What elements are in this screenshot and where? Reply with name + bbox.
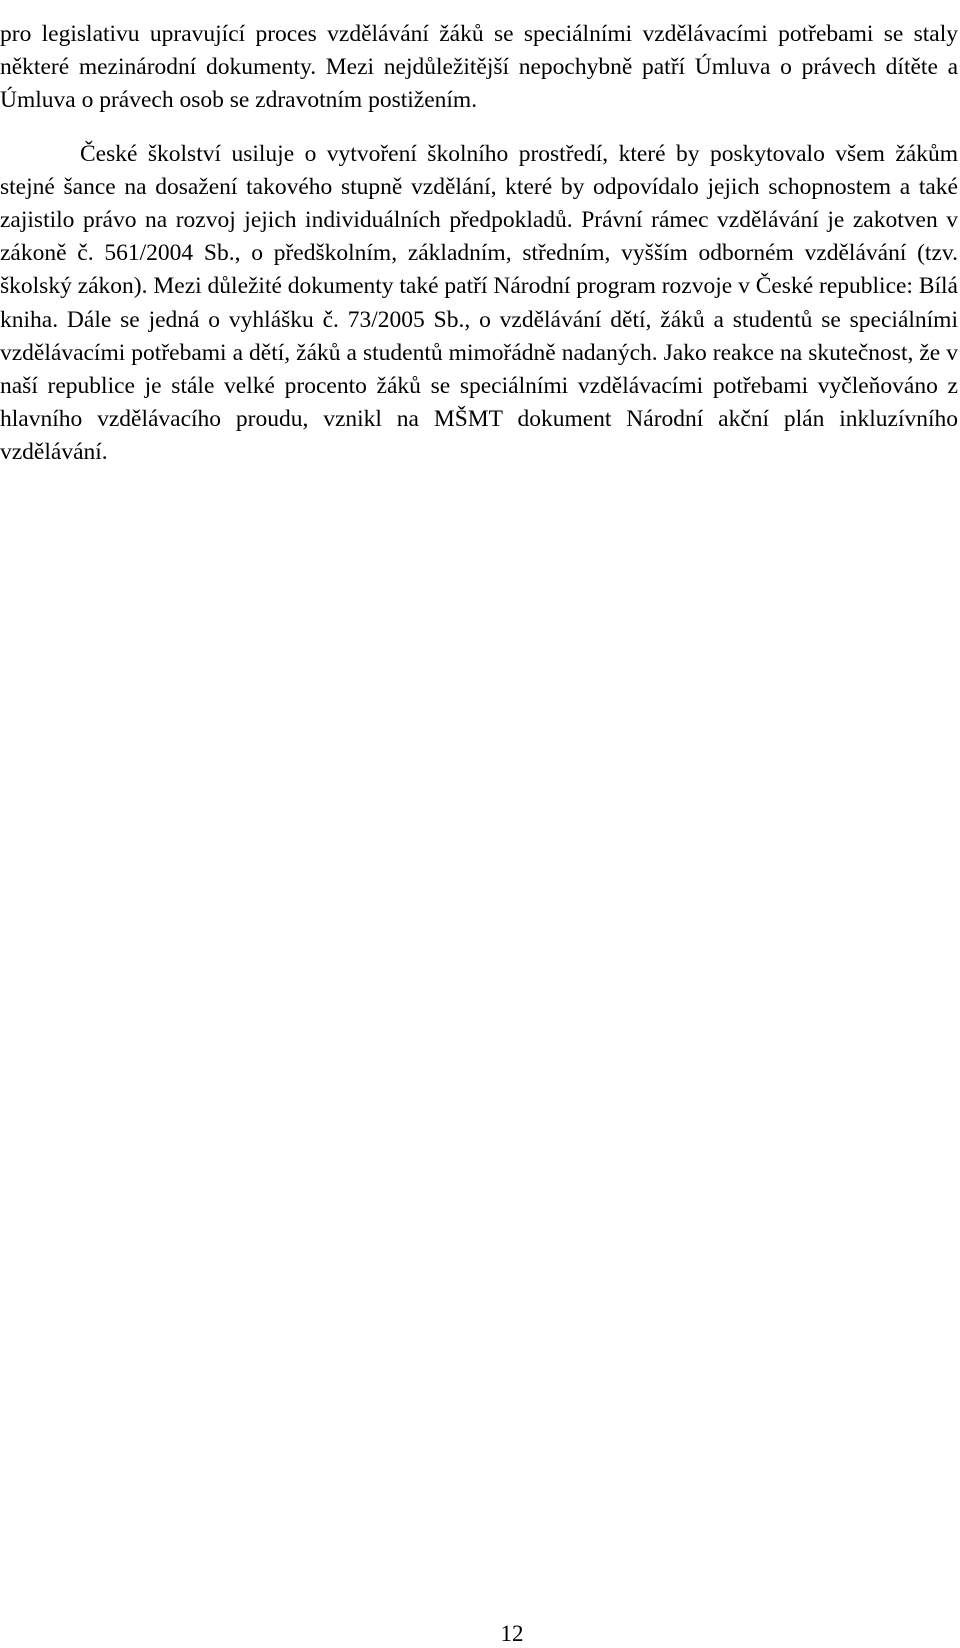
paragraph-czech-education: České školství usiluje o vytvoření školního prostředí, které by poskytovalo všem žákům stejné šance na dosažení takového stupně vzdělání, které by odpovídalo jejich schopnostem a také zajistilo právo na rozvoj jejich individuálních předpokladů. Právní rámec vzdělávání je zakotven v zákoně č. 561/2004 Sb., o předškolním, základním, středním, vyšším odborném vzdělávání (tzv. školský zákon). Mezi důležité dokumenty také patří Národní program rozvoje v České republice: Bílá kniha. Dále se jedná o vyhlášku č. 73/2005 Sb., o vzdělávání dětí, žáků a studentů se speciálními vzdělávacími potřebami a dětí, žáků a studentů mimořádně nadaných. Jako reakce na skutečnost, že v naší republice je stále velké procento žáků se speciálními vzdělávacími potřebami vyčleňováno z hlavního vzdělávacího proudu, vznikl na MŠMT dokument Národní akční plán inkluzívního vzdělávání. xyxy=(0,140,958,466)
paragraph-intro: pro legislativu upravující proces vzdělávání žáků se speciálními vzdělávacími potřebami se staly některé mezinárodní dokumenty. Mezi nejdůležitější nepochybně patří Úmluva o právech dítěte a Úmluva o právech osob se zdravotním postižením. xyxy=(0,20,958,113)
page-number: 12 xyxy=(500,1621,524,1646)
